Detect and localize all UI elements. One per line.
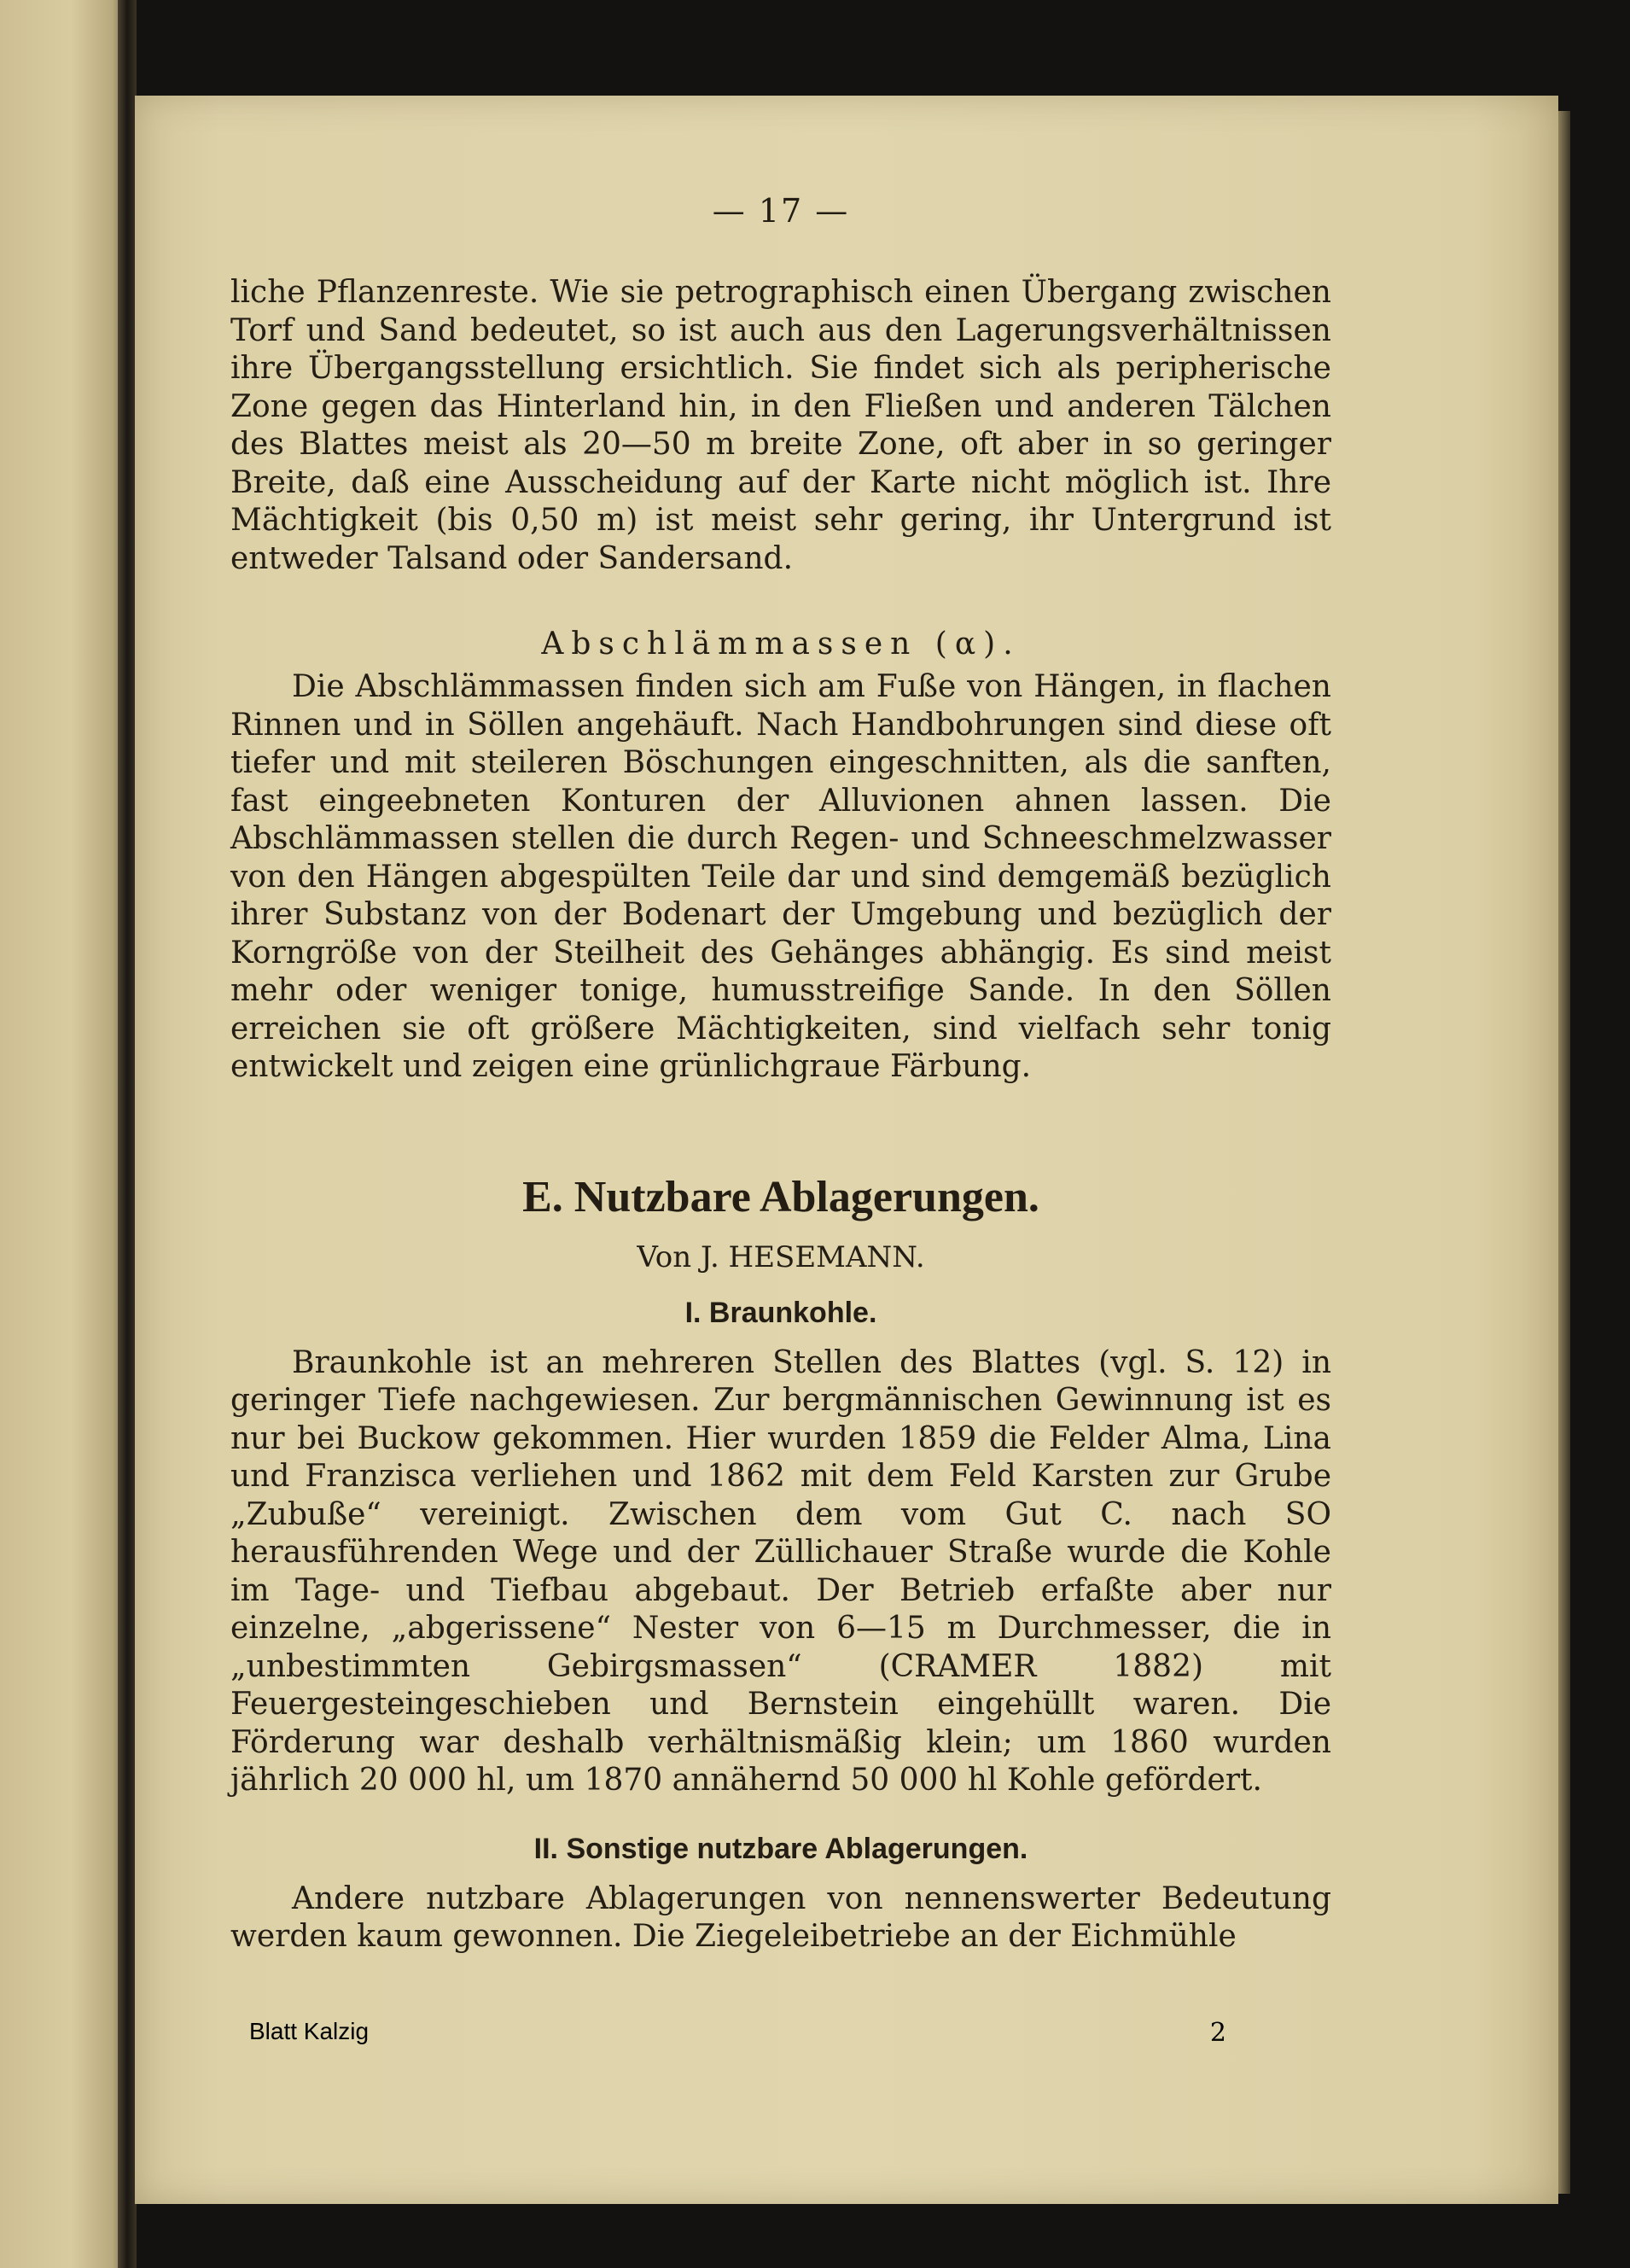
heading-nutzbare-ablagerungen: E. Nutzbare Ablagerungen. [522, 1172, 1039, 1221]
facing-page-edge [0, 0, 128, 2268]
page-number: — 17 — [712, 192, 850, 230]
footer-sheet-title: Blatt Kalzig [249, 2018, 370, 2044]
book-gutter [118, 0, 137, 2268]
paragraph-abschlaemmassen: Die Abschlämmassen finden sich am Fuße von Hängen, in flachen Rinnen und in Söllen angehäuft. Nach Handbohrungen sind diese oft tiefer und mit steileren Böschungen eingeschnitten, als die sanften, fast eingeebneten Konturen der Alluvionen ahnen lassen. Die Abschlämmassen stellen die durch Regen- und Schneeschmelzwasser von den Hängen abgespülten Teile dar und sind demgemäß bezüglich ihrer Substanz von der Bodenart der Umgebung und bezüglich der Korngröße von der Steilheit des Gehänges abhängig. Es sind meist mehr oder weniger tonige, humusstreifige Sande. In den Söllen erreichen sie oft größere Mächtigkeiten, sind vielfach sehr tonig entwickelt und zeigen eine grünlichgraue Färbung. [230, 669, 1331, 1084]
page-footer [249, 2018, 1226, 2052]
heading-braunkohle: I. Braunkohle. [684, 1296, 877, 1329]
page-stack-edge [1558, 111, 1570, 2194]
author-line: Von J. HESEMANN. [637, 1239, 925, 1274]
page-content [230, 192, 1331, 1956]
heading-sonstige-ablagerungen: II. Sonstige nutzbare Ablagerungen. [533, 1832, 1028, 1865]
paragraph-torf-sand: liche Pflanzenreste. Wie sie petrographisch einen Übergang zwischen Torf und Sand bedeutet, so ist auch aus den Lagerungsverhältnissen ihre Übergangsstellung ersichtlich. Sie findet sich als peripherische Zone gegen das Hinterland hin, in den Fließen und anderen Tälchen des Blattes meist als 20—50 m breite Zone, oft aber in so geringer Breite, daß eine Ausscheidung auf der Karte nicht möglich ist. Ihre Mächtigkeit (bis 0,50 m) ist meist sehr gering, ihr Untergrund ist entweder Talsand oder Sandersand. [230, 275, 1331, 576]
heading-abschlaemmassen: Abschlämmassen (α). [541, 627, 1021, 662]
paragraph-braunkohle: Braunkohle ist an mehreren Stellen des Blattes (vgl. S. 12) in geringer Tiefe nachgewiesen. Zur bergmännischen Gewinnung ist es nur bei Buckow gekommen. Hier wurden 1859 die Felder Alma, Lina und Franzisca verliehen und 1862 mit dem Feld Karsten zur Grube „Zubuße“ vereinigt. Zwischen dem vom Gut C. nach SO herausführenden Wege und der Züllichauer Straße wurde die Kohle im Tage- und Tiefbau abgebaut. Der Betrieb erfaßte aber nur einzelne, „abgerissene“ Nester von 6—15 m Durchmesser, die in „unbestimmten Gebirgsmassen“ (CRAMER 1882) mit Feuergesteingeschieben und Bernstein eingehüllt waren. Die Förderung war deshalb verhältnismäßig klein; um 1860 wurden jährlich 20 000 hl, um 1870 annähernd 50 000 hl Kohle gefördert. [230, 1344, 1331, 1798]
paragraph-sonstige: Andere nutzbare Ablagerungen von nennenswerter Bedeutung werden kaum gewonnen. Die Ziegeleibetriebe an der Eichmühle [230, 1880, 1331, 1954]
footer-signature-mark: 2 [1209, 2018, 1226, 2048]
